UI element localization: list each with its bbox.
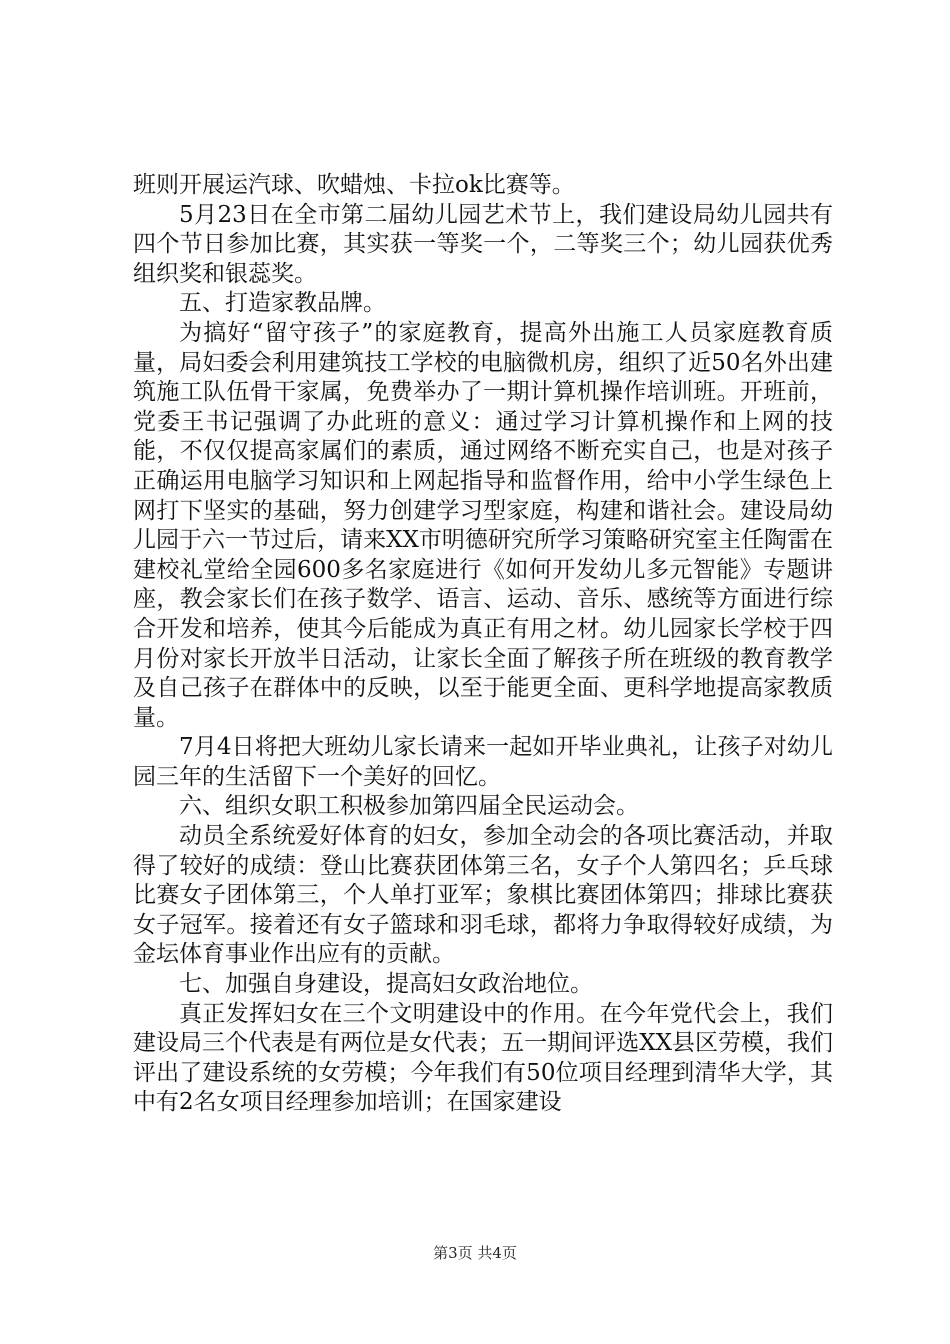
paragraph-4: 7月4日将把大班幼儿家长请来一起如开毕业典礼，让孩子对幼儿园三年的生活留下一个美好的回忆。: [133, 734, 833, 790]
page-number-footer: 第3页 共4页: [433, 1244, 517, 1262]
paragraph-1: 班则开展运汽球、吹蜡烛、卡拉ok比赛等。: [133, 172, 575, 198]
document-body: [133, 171, 833, 1118]
paragraph-5: 动员全系统爱好体育的妇女，参加全动会的各项比赛活动，并取得了较好的成绩：登山比赛获团体第三名，女子个人第四名；乒乓球比赛女子团体第三，个人单打亚军；象棋比赛团体第四；排球比赛获女子冠军。接着还有女子篮球和羽毛球，都将力争取得较好成绩，为金坛体育事业作出应有的贡献。: [133, 823, 833, 968]
paragraph-3: 为搞好“留守孩子”的家庭教育，提高外出施工人员家庭教育质量，局妇委会利用建筑技工学校的电脑微机房，组织了近50名外出建筑施工队伍骨干家属，免费举办了一期计算机操作培训班。开班前，党委王书记强调了办此班的意义：通过学习计算机操作和上网的技能，不仅仅提高家属们的素质，通过网络不断充实自己，也是对孩子正确运用电脑学习知识和上网起指导和监督作用，给中小学生绿色上网打下坚实的基础，努力创建学习型家庭，构建和谐社会。建设局幼儿园于六一节过后，请来XX市明德研究所学习策略研究室主任陶雷在建校礼堂给全园600多名家庭进行《如何开发幼儿多元智能》专题讲座，教会家长们在孩子数学、语言、运动、音乐、感统等方面进行综合开发和培养，使其今后能成为真正有用之材。幼儿园家长学校于四月份对家长开放半日活动，让家长全面了解孩子所在班级的教育教学及自己孩子在群体中的反映，以至于能更全面、更科学地提高家教质量。: [133, 319, 833, 731]
section-heading-7: 七、加强自身建设，提高妇女政治地位。: [179, 971, 593, 998]
paragraph-2: 5月23日在全市第二届幼儿园艺术节上，我们建设局幼儿园共有四个节日参加比赛，其实获一等奖一个，二等奖三个；幼儿园获优秀组织奖和银蕊奖。: [133, 201, 833, 287]
section-heading-6: 六、组织女职工积极参加第四届全民运动会。: [179, 793, 639, 820]
paragraph-6: 真正发挥妇女在三个文明建设中的作用。在今年党代会上，我们建设局三个代表是有两位是女代表；五一期间评选XX县区劳模，我们评出了建设系统的女劳模；今年我们有50位项目经理到清华大学，其中有2名女项目经理参加培训；在国家建设: [133, 1000, 833, 1116]
section-heading-5: 五、打造家教品牌。: [179, 290, 386, 317]
